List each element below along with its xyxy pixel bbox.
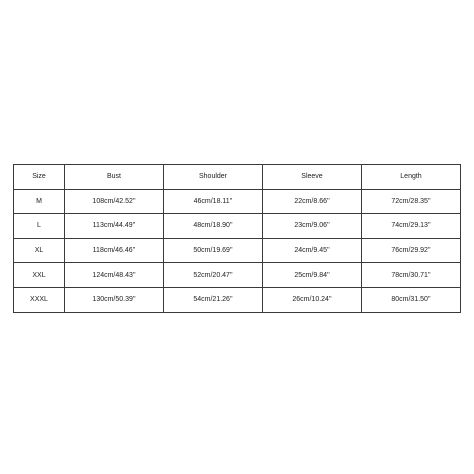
size-chart-table (13, 164, 461, 313)
length-cell: 78cm/30.71'' (362, 263, 461, 288)
sleeve-cell: 23cm/9.06'' (263, 214, 362, 239)
shoulder-cell: 46cm/18.11'' (164, 189, 263, 214)
table-row (14, 238, 461, 263)
sleeve-cell: 25cm/9.84'' (263, 263, 362, 288)
sleeve-cell: 22cm/8.66'' (263, 189, 362, 214)
header-size: Size (14, 165, 65, 190)
size-cell: L (14, 214, 65, 239)
bust-cell: 124cm/48.43'' (65, 263, 164, 288)
header-bust: Bust (65, 165, 164, 190)
size-cell: XXL (14, 263, 65, 288)
bust-cell: 113cm/44.49'' (65, 214, 164, 239)
size-cell: XXXL (14, 287, 65, 312)
size-cell: M (14, 189, 65, 214)
table-header-row (14, 165, 461, 190)
bust-cell: 118cm/46.46'' (65, 238, 164, 263)
length-cell: 74cm/29.13'' (362, 214, 461, 239)
sleeve-cell: 24cm/9.45'' (263, 238, 362, 263)
header-shoulder: Shoulder (164, 165, 263, 190)
header-sleeve: Sleeve (263, 165, 362, 190)
shoulder-cell: 52cm/20.47'' (164, 263, 263, 288)
shoulder-cell: 48cm/18.90'' (164, 214, 263, 239)
bust-cell: 130cm/50.39'' (65, 287, 164, 312)
header-length: Length (362, 165, 461, 190)
sleeve-cell: 26cm/10.24'' (263, 287, 362, 312)
table-row (14, 189, 461, 214)
table-row (14, 263, 461, 288)
bust-cell: 108cm/42.52'' (65, 189, 164, 214)
length-cell: 80cm/31.50'' (362, 287, 461, 312)
length-cell: 72cm/28.35'' (362, 189, 461, 214)
shoulder-cell: 54cm/21.26'' (164, 287, 263, 312)
table-row (14, 214, 461, 239)
size-cell: XL (14, 238, 65, 263)
table-row (14, 287, 461, 312)
shoulder-cell: 50cm/19.69'' (164, 238, 263, 263)
length-cell: 76cm/29.92'' (362, 238, 461, 263)
